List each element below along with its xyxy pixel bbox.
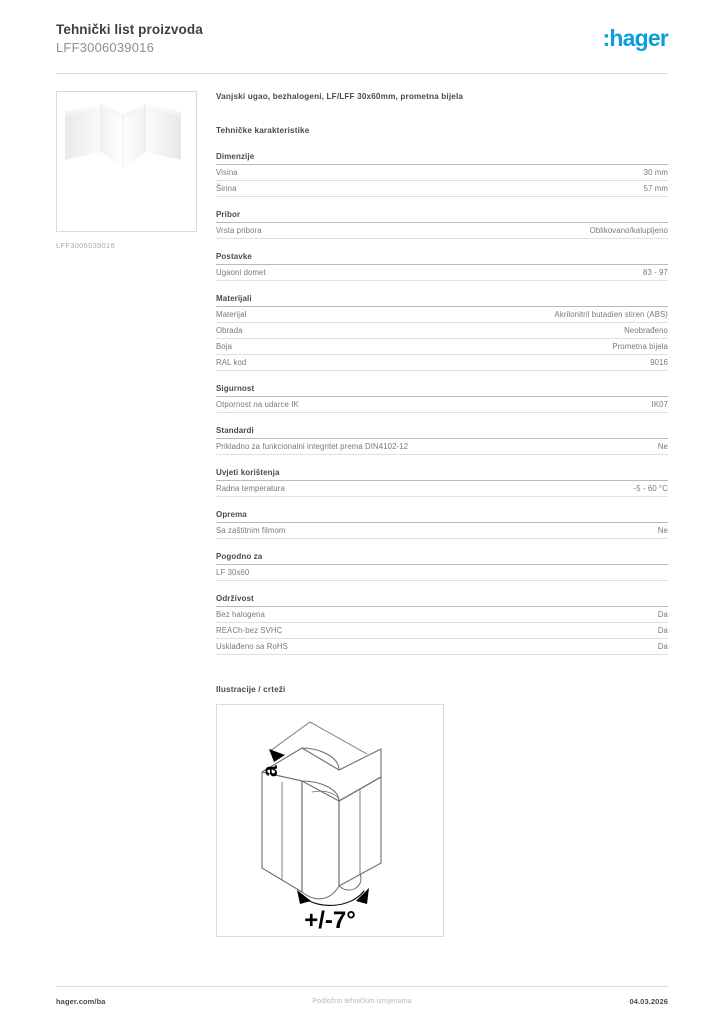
spec-row-value: 9016 (650, 358, 668, 367)
spec-row (216, 481, 668, 497)
spec-group-title: Sigurnost (216, 384, 668, 397)
spec-row-value: Da (657, 642, 668, 651)
spec-row-key: Materijal (216, 310, 247, 319)
drawings-section (216, 685, 668, 937)
spec-group (216, 594, 668, 655)
spec-group-title: Materijali (216, 294, 668, 307)
product-photo (57, 92, 196, 231)
spec-group-title: Pribor (216, 210, 668, 223)
product-description: Vanjski ugao, bezhalogeni, LF/LFF 30x60mm, prometna bijela (216, 92, 464, 101)
spec-group-title: Oprema (216, 510, 668, 523)
spec-group-title: Postavke (216, 252, 668, 265)
spec-row (216, 339, 668, 355)
spec-row-value: 57 mm (643, 184, 668, 193)
header-divider (56, 73, 668, 74)
spec-row (216, 223, 668, 239)
spec-row (216, 165, 668, 181)
specification-pane (216, 91, 668, 937)
spec-row-key: Boja (216, 342, 233, 351)
spec-group (216, 210, 668, 239)
spec-group-title: Pogodno za (216, 552, 668, 565)
spec-group (216, 252, 668, 281)
drawings-heading: Ilustracije / crteži (216, 685, 286, 694)
spec-row-key: Širina (216, 184, 237, 193)
product-image-pane (56, 91, 197, 250)
document-reference: LFF3006039016 (56, 40, 155, 55)
spec-row-key: Otpornost na udarce IK (216, 400, 299, 409)
product-image-caption: LFF3006039016 (56, 241, 115, 250)
spec-row (216, 623, 668, 639)
spec-group-title: Standardi (216, 426, 668, 439)
header-titles (56, 22, 203, 56)
spec-row-value: Neobrađeno (624, 326, 668, 335)
spec-group (216, 510, 668, 539)
technical-characteristics-heading: Tehničke karakteristike (216, 126, 310, 135)
spec-row-value: Da (657, 626, 668, 635)
dimension-a-label: a (259, 765, 282, 777)
spec-group (216, 384, 668, 413)
spec-row-key: Obrada (216, 326, 243, 335)
footer-date: 04.03.2026 (629, 997, 668, 1006)
spec-row (216, 439, 668, 455)
spec-row-key: Vrsta pribora (216, 226, 262, 235)
spec-group (216, 152, 668, 197)
spec-row-key: Ugaoni domet (216, 268, 266, 277)
spec-group (216, 552, 668, 581)
spec-row-value: 83 - 97 (643, 268, 668, 277)
spec-row (216, 565, 668, 581)
spec-row-key: Visina (216, 168, 238, 177)
spec-row (216, 265, 668, 281)
spec-row-key: RAL kod (216, 358, 247, 367)
spec-row (216, 355, 668, 371)
spec-row-value: Oblikovano/kalupljeno (589, 226, 668, 235)
spec-row (216, 607, 668, 623)
spec-row (216, 181, 668, 197)
footer-disclaimer: Podložno tehničkim izmjenama (312, 998, 412, 1005)
spec-row (216, 323, 668, 339)
spec-row-value: -5 - 60 °C (633, 484, 668, 493)
technical-drawing-frame (216, 704, 444, 937)
page-footer (56, 997, 668, 1006)
spec-row-key: Radna temperatura (216, 484, 285, 493)
spec-row-key: Sa zaštitnim filmom (216, 526, 286, 535)
footer-divider (56, 986, 668, 987)
page-title: Tehnički list proizvoda (56, 22, 203, 37)
hager-logo: :hager (602, 25, 668, 51)
spec-groups-container (216, 152, 668, 655)
technical-drawing (217, 705, 443, 936)
spec-row (216, 523, 668, 539)
spec-row-value: IK07 (651, 400, 668, 409)
spec-group-title: Uvjeti korištenja (216, 468, 668, 481)
spec-row-key: REACh-bez SVHC (216, 626, 283, 635)
spec-row (216, 397, 668, 413)
spec-row-key: Prikladno za funkcionalni integritet prema DIN4102-12 (216, 442, 409, 451)
spec-row-value: Da (657, 610, 668, 619)
spec-row-value: Prometna bijela (612, 342, 668, 351)
spec-row (216, 639, 668, 655)
spec-row-key: Bez halogena (216, 610, 265, 619)
spec-row-key: Usklađeno sa RoHS (216, 642, 288, 651)
spec-row (216, 307, 668, 323)
spec-group (216, 468, 668, 497)
product-image-frame (56, 91, 197, 232)
spec-group (216, 294, 668, 371)
spec-row-value: 30 mm (643, 168, 668, 177)
spec-group (216, 426, 668, 455)
spec-row-key: LF 30x60 (216, 568, 250, 577)
page-header (56, 22, 668, 72)
spec-row-value: Akrilonitril butadien stiren (ABS) (554, 310, 668, 319)
spec-group-title: Dimenzije (216, 152, 668, 165)
spec-row-value: Ne (657, 442, 668, 451)
spec-group-title: Održivost (216, 594, 668, 607)
footer-website[interactable]: hager.com/ba (56, 997, 106, 1006)
angle-tolerance-label: +/-7° (304, 907, 356, 934)
spec-row-value: Ne (657, 526, 668, 535)
